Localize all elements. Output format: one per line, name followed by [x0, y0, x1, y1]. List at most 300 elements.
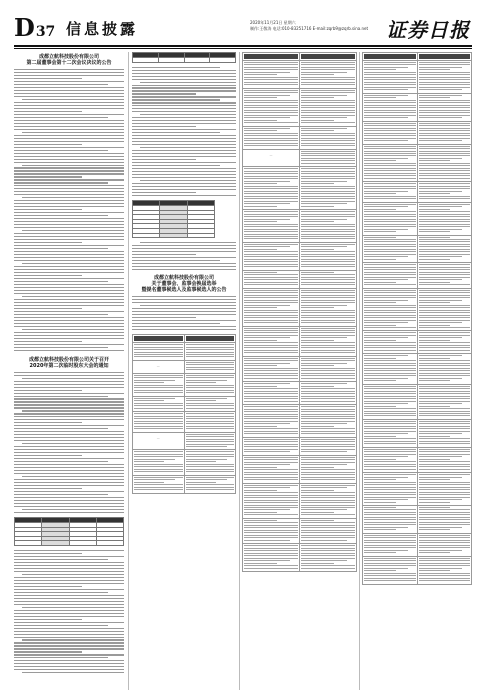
text-line: [22, 132, 124, 133]
text-line: [14, 592, 108, 593]
text-line: [14, 182, 108, 183]
table-cell: [243, 544, 300, 572]
text-line: [132, 85, 236, 86]
table-cell: [243, 210, 300, 243]
table-row: [363, 121, 472, 144]
text-line: [14, 387, 124, 388]
announcement-title-2: 成都立航科技股份有限公司关于召开 2020年第二次临时股东大会的通知: [28, 356, 109, 369]
table-row: [363, 202, 472, 235]
text-line: [132, 93, 196, 94]
text-line: [14, 503, 124, 504]
text-line: [14, 654, 124, 655]
text-line: [14, 108, 124, 109]
table-header-cell: [243, 53, 300, 61]
table-cell: [363, 263, 418, 288]
text-line: [22, 672, 124, 673]
text-line: [14, 248, 108, 249]
table-cell: [417, 447, 472, 472]
table-row: [363, 331, 472, 354]
text-line: [14, 147, 124, 148]
column-divider: [359, 52, 360, 690]
text-line: [132, 177, 236, 178]
table-cell: [243, 270, 300, 288]
text-line: [22, 378, 124, 379]
table-row: [133, 343, 236, 361]
table-row: [133, 450, 236, 475]
text-line: [132, 123, 236, 124]
voting-table: [14, 517, 124, 546]
text-line: [132, 299, 236, 300]
table-cell: [300, 455, 357, 483]
text-line: [14, 637, 124, 638]
table-cell: [417, 263, 472, 288]
text-line: [14, 150, 108, 151]
text-line: [14, 437, 124, 438]
amendment-table-3: [242, 52, 357, 572]
text-line: [14, 266, 124, 267]
text-line: [14, 642, 124, 643]
text-line: [14, 335, 124, 336]
column-divider: [239, 52, 240, 690]
table-cell: [133, 475, 185, 493]
text-line: [132, 73, 236, 74]
text-line: [14, 305, 124, 306]
text-line: [14, 81, 124, 82]
text-line: [132, 99, 220, 100]
text-line: [132, 67, 220, 68]
table-row: [243, 270, 357, 288]
table-cell: [243, 167, 300, 210]
table-cell: [417, 144, 472, 182]
table-cell: —: [133, 432, 185, 450]
text-line: [132, 159, 196, 160]
text-line: [14, 372, 124, 373]
text-line: [14, 458, 124, 459]
text-line: [14, 613, 124, 614]
table-cell: [363, 144, 418, 182]
announcement-body-3: [132, 296, 236, 330]
text-line: [14, 488, 82, 489]
date-line: 2020年11月21日 星期六: [250, 20, 296, 25]
text-line: [22, 99, 124, 100]
masthead-rule-thin: [14, 48, 472, 49]
text-line: [132, 79, 236, 80]
text-line: [132, 165, 220, 166]
table-row: [363, 144, 472, 182]
table-row: [243, 288, 357, 326]
text-line: [14, 141, 124, 142]
text-line: [132, 76, 236, 77]
text-line: [14, 114, 124, 115]
table-cell: [417, 505, 472, 533]
table-row: [363, 61, 472, 94]
text-line: [14, 206, 124, 207]
text-line: [14, 645, 124, 646]
text-line: [132, 141, 236, 142]
announcement-title-1: 成都立航科技股份有限公司 第二届董事会第十二次会议决议的公告: [26, 54, 112, 66]
text-line: [14, 479, 124, 480]
table-row: [363, 354, 472, 384]
table-row: [243, 356, 357, 381]
text-line: [14, 506, 124, 507]
text-line: [14, 176, 82, 177]
text-line: [14, 120, 124, 121]
text-line: [14, 117, 108, 118]
text-line: [14, 317, 124, 318]
table-cell: [300, 61, 357, 89]
text-line: [14, 314, 108, 315]
text-line: [14, 185, 124, 186]
table-row: [243, 455, 357, 483]
text-line: [22, 230, 124, 231]
text-line: [14, 589, 124, 590]
text-line: [22, 443, 124, 444]
text-line: [14, 239, 124, 240]
text-line: [14, 390, 82, 391]
text-line: [132, 311, 236, 312]
table-row: [243, 242, 357, 270]
table-row: [363, 556, 472, 584]
text-line: [14, 455, 82, 456]
text-line: [14, 111, 82, 112]
table-cell: [300, 149, 357, 167]
table-cell: [417, 533, 472, 556]
table-cell: [184, 343, 236, 361]
text-line: [22, 639, 124, 640]
table-cell: [300, 518, 357, 543]
column-2-body-b: [132, 242, 236, 270]
table-cell: [363, 235, 418, 263]
text-line: [22, 329, 124, 330]
text-line: [14, 254, 124, 255]
table-cell: [363, 354, 418, 384]
announcement-body-1: [14, 69, 124, 351]
text-line: [14, 634, 124, 635]
table-cell: [300, 405, 357, 438]
text-line: [14, 200, 124, 201]
table-cell: [184, 412, 236, 432]
table-cell: [363, 447, 418, 472]
text-line: [14, 651, 82, 652]
text-line: [14, 491, 124, 492]
table-cell: [184, 360, 236, 373]
text-line: [14, 167, 124, 168]
page-number: [14, 14, 55, 46]
text-line: [14, 299, 124, 300]
text-line: [14, 272, 124, 273]
table-cell: [300, 288, 357, 326]
text-line: [14, 512, 124, 513]
text-line: [132, 302, 236, 303]
text-line: [132, 183, 236, 184]
text-line: [14, 583, 124, 584]
column-divider: [128, 52, 129, 690]
text-line: [14, 559, 108, 560]
text-line: [14, 123, 124, 124]
text-line: [132, 192, 196, 193]
text-line: [14, 485, 124, 486]
text-line: [14, 622, 124, 623]
text-line: [14, 631, 124, 632]
text-line: [14, 413, 124, 414]
table-row: [133, 360, 236, 373]
text-line: [14, 404, 124, 405]
table-row: [363, 447, 472, 472]
text-line: [14, 242, 82, 243]
table-row: [133, 475, 236, 493]
text-line: [14, 323, 124, 324]
table-row: [363, 263, 472, 288]
text-line: [132, 117, 236, 118]
table-cell: [133, 450, 185, 475]
text-line: [14, 422, 82, 423]
text-line: [14, 619, 82, 620]
table-cell: [417, 419, 472, 447]
table-row: [363, 473, 472, 506]
text-line: [14, 156, 124, 157]
amendment-table-4: [362, 52, 472, 585]
header-table: [132, 52, 236, 63]
text-line: [140, 147, 236, 148]
text-line: [14, 473, 124, 474]
table-cell: [243, 356, 300, 381]
table-header-cell: [133, 335, 185, 343]
text-line: [14, 126, 124, 127]
text-line: [14, 601, 124, 602]
text-line: [14, 105, 124, 106]
table-cell: [184, 450, 236, 475]
text-line: [14, 320, 124, 321]
table-cell: [243, 326, 300, 356]
table-cell: [243, 518, 300, 543]
table-cell: [243, 61, 300, 89]
text-line: [14, 431, 124, 432]
text-line: [14, 72, 124, 73]
text-line: [14, 467, 124, 468]
text-line: [132, 317, 196, 318]
table-cell: [363, 288, 418, 331]
text-line: [132, 153, 236, 154]
table-cell: [243, 126, 300, 149]
text-line: [132, 320, 236, 321]
table-row: [133, 373, 236, 396]
text-line: [14, 144, 82, 145]
text-line: [14, 236, 124, 237]
table-row: [243, 149, 357, 167]
text-line: [132, 296, 236, 297]
text-line: [14, 138, 124, 139]
text-line: [140, 242, 236, 243]
text-line: [14, 425, 124, 426]
text-line: [14, 233, 124, 234]
text-line: [14, 616, 124, 617]
text-line: [14, 669, 124, 670]
text-line: [132, 120, 236, 121]
text-line: [22, 165, 124, 166]
text-line: [14, 308, 82, 309]
text-line: [14, 215, 108, 216]
text-line: [132, 126, 196, 127]
table-cell: [300, 242, 357, 270]
column-2: [132, 52, 236, 494]
text-line: [14, 494, 108, 495]
text-line: [14, 341, 82, 342]
text-line: [14, 302, 124, 303]
text-line: [14, 347, 108, 348]
text-line: [14, 440, 124, 441]
text-line: [14, 203, 124, 204]
table-cell: [300, 544, 357, 572]
text-line: [14, 69, 124, 70]
text-line: [14, 428, 108, 429]
text-line: [14, 257, 124, 258]
text-line: [14, 556, 124, 557]
table-row: [243, 405, 357, 438]
text-line: [132, 162, 236, 163]
table-cell: [300, 483, 357, 518]
text-line: [132, 96, 236, 97]
column-3: [242, 52, 357, 572]
text-line: [132, 260, 220, 261]
text-line: [132, 254, 196, 255]
table-row: [243, 437, 357, 455]
table-cell: [184, 475, 236, 493]
text-line: [14, 482, 124, 483]
text-line: [132, 263, 236, 264]
text-line: [14, 610, 124, 611]
text-line: [22, 607, 124, 608]
text-line: [132, 329, 236, 330]
table-cell: [300, 382, 357, 405]
text-line: [14, 278, 124, 279]
table-row: [363, 288, 472, 331]
table-cell: [300, 210, 357, 243]
column-2-body: [132, 67, 236, 196]
page-number-digits: 37: [35, 24, 56, 40]
text-line: [14, 129, 124, 130]
table-cell: [417, 235, 472, 263]
section-title: 信息披露: [66, 20, 139, 38]
text-line: [22, 476, 124, 477]
announcement-body-2b: [14, 550, 124, 673]
text-line: [22, 263, 124, 264]
text-line: [132, 257, 236, 258]
table-cell: [417, 473, 472, 506]
text-line: [132, 186, 236, 187]
text-line: [14, 78, 82, 79]
text-line: [132, 251, 236, 252]
text-line: [14, 628, 124, 629]
text-line: [14, 464, 124, 465]
table-cell: [363, 533, 418, 556]
table-cell: [300, 270, 357, 288]
table-row: [363, 182, 472, 202]
table-cell: [133, 373, 185, 396]
table-header-cell: [417, 53, 472, 61]
text-line: [14, 595, 124, 596]
table-cell: [363, 331, 418, 354]
table-row: [243, 167, 357, 210]
table-cell: [363, 556, 418, 584]
text-line: [14, 188, 124, 189]
table-cell: [363, 61, 418, 94]
text-line: [14, 221, 124, 222]
table-cell: [363, 384, 418, 419]
text-line: [14, 135, 124, 136]
text-line: [14, 419, 124, 420]
text-line: [132, 111, 236, 112]
table-cell: [363, 202, 418, 235]
table-cell: [417, 182, 472, 202]
table-row: [243, 61, 357, 89]
text-line: [14, 604, 124, 605]
newspaper-logo: 证券日报: [386, 18, 470, 42]
text-line: [14, 550, 124, 551]
table-cell: [184, 432, 236, 450]
text-line: [14, 290, 124, 291]
text-line: [14, 84, 108, 85]
text-line: [140, 180, 236, 181]
text-line: [14, 245, 124, 246]
table-row: [243, 483, 357, 518]
text-line: [14, 170, 124, 171]
text-line: [132, 195, 236, 196]
table-cell: [243, 483, 300, 518]
table-cell: [133, 343, 185, 361]
amendment-table-2: [132, 334, 236, 494]
text-line: [132, 70, 236, 71]
text-line: [14, 666, 124, 667]
text-line: [132, 323, 220, 324]
text-line: [22, 509, 124, 510]
table-header-cell: [363, 53, 418, 61]
table-row: [243, 126, 357, 149]
table-row: [363, 533, 472, 556]
text-line: [14, 648, 124, 649]
text-line: [14, 375, 124, 376]
text-line: [14, 381, 124, 382]
text-line: [132, 156, 236, 157]
text-line: [14, 93, 124, 94]
contact-line: 制作:王敬涛 电话:010-83251716 E-mail:zqrb9@zqrb.sina.net: [250, 26, 369, 31]
table-row: [243, 88, 357, 126]
text-line: [132, 314, 236, 315]
column-1: [14, 52, 124, 675]
table-cell: [243, 88, 300, 126]
table-cell: [133, 396, 185, 411]
table-cell: [243, 382, 300, 405]
text-line: [14, 293, 124, 294]
text-line: [22, 574, 124, 575]
table-row: [243, 518, 357, 543]
table-row: [363, 235, 472, 263]
candidate-table: [132, 200, 215, 238]
text-line: [14, 452, 124, 453]
column-4: [362, 52, 472, 585]
text-line: [14, 269, 124, 270]
table-header-cell: [300, 53, 357, 61]
table-cell: [300, 356, 357, 381]
text-line: [14, 580, 124, 581]
text-line: [14, 159, 124, 160]
text-line: [14, 598, 124, 599]
table-row: [243, 544, 357, 572]
text-line: [132, 138, 236, 139]
text-line: [14, 153, 124, 154]
table-header-cell: [184, 335, 236, 343]
text-line: [132, 90, 236, 91]
text-line: [14, 657, 108, 658]
